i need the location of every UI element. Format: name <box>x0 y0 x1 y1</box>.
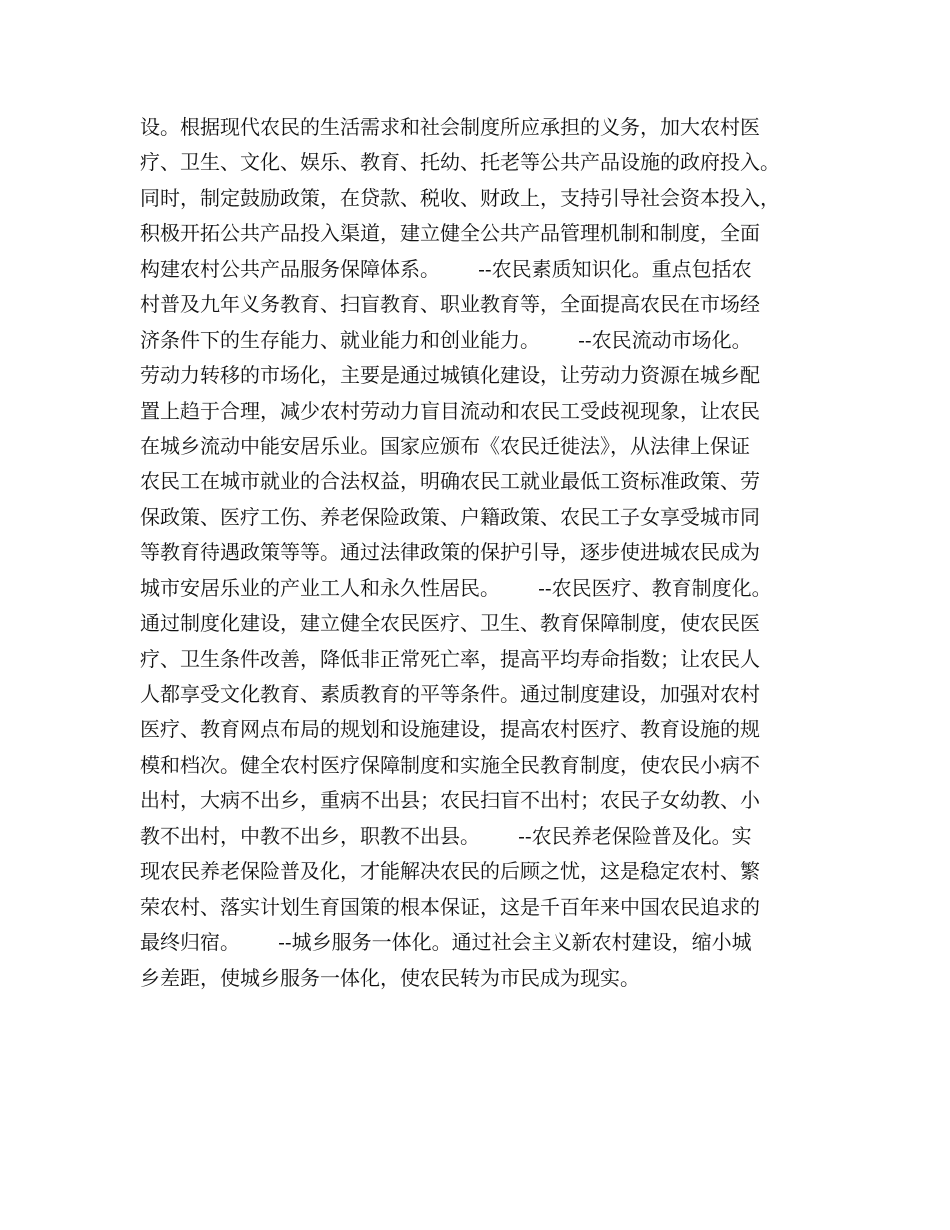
text-line: 村普及九年义务教育、扫盲教育、职业教育等，全面提高农民在市场经 <box>140 292 760 317</box>
text-line: 置上趋于合理，减少农村劳动力盲目流动和农民工受歧视现象，让农民 <box>140 398 760 423</box>
text-line: 等教育待遇政策等等。通过法律政策的保护引导，逐步使进城农民成为 <box>140 540 760 565</box>
text-line: 荣农村、落实计划生育国策的根本保证，这是千百年来中国农民追求的 <box>140 894 760 919</box>
text-line: 保政策、医疗工伤、养老保险政策、户籍政策、农民工子女享受城市同 <box>140 504 760 529</box>
text-line: 疗、卫生条件改善，降低非正常死亡率，提高平均寿命指数；让农民人 <box>140 646 760 671</box>
text-line: 城市安居乐业的产业工人和永久性居民。 --农民医疗、教育制度化。 <box>140 575 772 600</box>
text-line: 最终归宿。 --城乡服务一体化。通过社会主义新农村建设，缩小城 <box>140 930 752 955</box>
text-line: 医疗、教育网点布局的规划和设施建设，提高农村医疗、教育设施的规 <box>140 717 760 742</box>
text-line: 乡差距，使城乡服务一体化，使农民转为市民成为现实。 <box>140 965 640 990</box>
text-line: 济条件下的生存能力、就业能力和创业能力。 --农民流动市场化。 <box>140 327 752 352</box>
text-line: 在城乡流动中能安居乐业。国家应颁布《农民迁徙法》，从法律上保证 <box>140 433 750 458</box>
text-line: 现农民养老保险普及化，才能解决农民的后顾之忧，这是稳定农村、繁 <box>140 859 760 884</box>
text-line: 模和档次。健全农村医疗保障制度和实施全民教育制度，使农民小病不 <box>140 752 760 777</box>
text-line: 通过制度化建设，建立健全农民医疗、卫生、教育保障制度，使农民医 <box>140 611 760 636</box>
text-line: 设。根据现代农民的生活需求和社会制度所应承担的义务，加大农村医 <box>140 115 760 139</box>
text-line: 农民工在城市就业的合法权益，明确农民工就业最低工资标准政策、劳 <box>140 469 760 494</box>
text-line: 同时，制定鼓励政策，在贷款、税收、财政上，支持引导社会资本投入， <box>140 185 780 210</box>
text-line: 人都享受文化教育、素质教育的平等条件。通过制度建设，加强对农村 <box>140 682 760 706</box>
text-line: 积极开拓公共产品投入渠道，建立健全公共产品管理机制和制度，全面 <box>140 221 760 246</box>
text-line: 疗、卫生、文化、娱乐、教育、托幼、托老等公共产品设施的政府投入。 <box>140 150 780 175</box>
body-paragraph <box>140 110 840 996</box>
text-line: 劳动力转移的市场化，主要是通过城镇化建设，让劳动力资源在城乡配 <box>140 363 760 388</box>
text-line: 出村，大病不出乡，重病不出县；农民扫盲不出村；农民子女幼教、小 <box>140 788 760 813</box>
text-line: 构建农村公共产品服务保障体系。 --农民素质知识化。重点包括农 <box>140 256 752 281</box>
text-line: 教不出村，中教不出乡，职教不出县。 --农民养老保险普及化。实 <box>140 823 752 848</box>
